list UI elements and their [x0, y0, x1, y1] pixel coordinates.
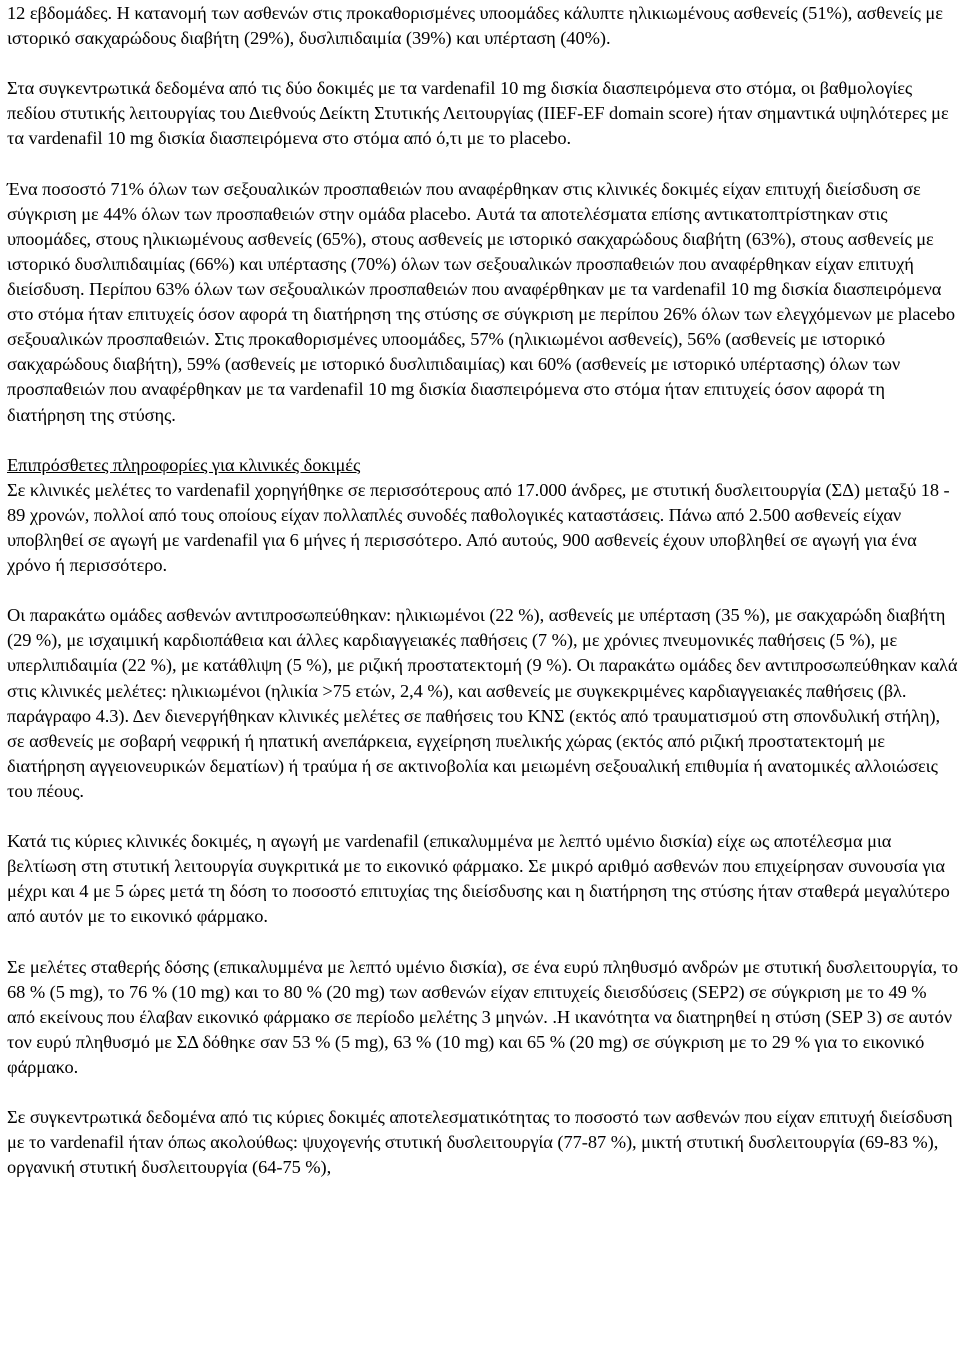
paragraph-4: Σε κλινικές μελέτες το vardenafil χορηγήθηκε σε περισσότερους από 17.000 άνδρες, με στυτική δυσλειτουργία (ΣΔ) μεταξύ 18 - 89 χρονών, πολλοί από τους οποίους είχαν πολλαπλές συνοδές παθολογικές καταστάσεις. Πάνω από 2.500 ασθενείς είχαν υποβληθεί σε αγωγή με vardenafil για 6 μήνες ή περισσότερο. Από αυτούς, 900 ασθενείς έχουν υποβληθεί σε αγωγή για ένα χρόνο ή περισσότερο.: [7, 479, 950, 576]
document-page: [7, 1, 959, 1180]
paragraph-5: Οι παρακάτω ομάδες ασθενών αντιπροσωπεύθηκαν: ηλικιωμένοι (22 %), ασθενείς με υπέρταση (35 %), με σακχαρώδη διαβήτη (29 %), με ισχαιμική καρδιοπάθεια και άλλες καρδιαγγειακές παθήσεις (7 %), με χρόνιες πνευμονικές παθήσεις (5 %), με υπερλιπιδαιμία (22 %), με κατάθλιψη (5 %), με ριζική προστατεκτομή (9 %). Οι παρακάτω ομάδες δεν αντιπροσωπεύθηκαν καλά στις κλινικές μελέτες: ηλικιωμένοι (ηλικία >75 ετών, 2,4 %), και ασθενείς με συγκεκριμένες καρδιαγγειακές παθήσεις (βλ. παράγραφο 4.3). Δεν διενεργήθηκαν κλινικές μελέτες σε παθήσεις του ΚΝΣ (εκτός από τραυματισμού στη σπονδυλική στήλη), σε ασθενείς με σοβαρή νεφρική ή ηπατική ανεπάρκεια, εγχείρηση πυελικής χώρας (εκτός από ριζική προστατεκτομή με διατήρηση αγγειονευρικών δεματίων) ή τραύμα ή σε ακτινοβολία και μειωμένη σεξουαλική επιθυμία ή ανατομικές αλλοιώσεις του πέους.: [7, 605, 958, 801]
paragraph-1: 12 εβδομάδες. Η κατανομή των ασθενών στις προκαθορισμένες υποομάδες κάλυπτε ηλικιωμένους ασθενείς (51%), ασθενείς με ιστορικό σακχαρώδους διαβήτη (29%), δυσλιπιδαιμία (39%) και υπέρταση (40%).: [7, 3, 943, 49]
paragraph-6: Κατά τις κύριες κλινικές δοκιμές, η αγωγή με vardenafil (επικαλυμμένα με λεπτό υμένιο δισκία) είχε ως αποτέλεσμα μια βελτίωση στη στυτική λειτουργία συγκριτικά με το εικονικό φάρμακο. Σε μικρό αριθμό ασθενών που επιχείρησαν συνουσία για μέχρι και 4 με 5 ώρες μετά τη δόση το ποσοστό επιτυχίας της διείσδυσης και η διατήρηση της στύσης ήταν σταθερά μεγαλύτερο από αυτόν με το εικονικό φάρμακο.: [7, 831, 950, 927]
paragraph-7: Σε μελέτες σταθερής δόσης (επικαλυμμένα με λεπτό υμένιο δισκία), σε ένα ευρύ πληθυσμό ανδρών με στυτική δυσλειτουργία, το 68 % (5 mg), το 76 % (10 mg) και το 80 % (20 mg) των ασθενών είχαν επιτυχείς διεισδύσεις (SEP2) σε σύγκριση με το 49 % από εκείνους που έλαβαν εικονικό φάρμακο σε περίοδο μελέτης 3 μηνών. .Η ικανότητα να διατηρηθεί η στύση (SEP 3) σε αυτόν τον ευρύ πληθυσμό με ΣΔ δόθηκε σαν 53 % (5 mg), 63 % (10 mg) και 65 % (20 mg) σε σύγκριση με το 29 % για το εικονικό φάρμακο.: [7, 956, 959, 1077]
paragraph-3: Ένα ποσοστό 71% όλων των σεξουαλικών προσπαθειών που αναφέρθηκαν στις κλινικές δοκιμές είχαν επιτυχή διείσδυση σε σύγκριση με 44% όλων των προσπαθειών στην ομάδα placebo. Αυτά τα αποτελέσματα επίσης αντικατοπτρίστηκαν στις υποομάδες, στους ηλικιωμένους ασθενείς (65%), στους ασθενείς με ιστορικό σακχαρώδους διαβήτη (63%), στους ασθενείς με ιστορικό δυσλιπιδαιμίας (66%) και υπέρτασης (70%) όλων των σεξουαλικών προσπαθειών που αναφέρθηκαν είχαν επιτυχή διείσδυση. Περίπου 63% όλων των σεξουαλικών προσπαθειών που αναφέρθηκαν με τα vardenafil 10 mg δισκία διασπειρόμενα στο στόμα ήταν επιτυχείς όσον αφορά τη διατήρηση της στύσης σε σύγκριση με περίπου 26% όλων των ελεγχόμενων με placebo σεξουαλικών προσπαθειών. Στις προκαθορισμένες υποομάδες, 57% (ηλικιωμένοι ασθενείς), 56% (ασθενείς με ιστορικό σακχαρώδους διαβήτη), 59% (ασθενείς με ιστορικό δυσλιπιδαιμίας) και 60% (ασθενείς με ιστορικό υπέρτασης) όλων των προσπαθειών που αναφέρθηκαν με τα vardenafil 10 mg δισκία διασπειρόμενα στο στόμα ήταν επιτυχείς όσον αφορά τη διατήρηση της στύσης.: [7, 178, 956, 425]
paragraph-8: Σε συγκεντρωτικά δεδομένα από τις κύριες δοκιμές αποτελεσματικότητας το ποσοστό των ασθενών που είχαν επιτυχή διείσδυση με το vardenafil ήταν όπως ακολούθως: ψυχογενής στυτική δυσλειτουργία (77-87 %), μικτή στυτική δυσλειτουργία (69-83 %), οργανική στυτική δυσλειτουργία (64-75 %),: [7, 1107, 953, 1178]
paragraph-2: Στα συγκεντρωτικά δεδομένα από τις δύο δοκιμές με τα vardenafil 10 mg δισκία διασπειρόμενα στο στόμα, οι βαθμολογίες πεδίου στυτικής λειτουργίας του Διεθνούς Δείκτη Στυτικής Λειτουργίας (IIEF-EF domain score) ήταν σημαντικά υψηλότερες με τα vardenafil 10 mg δισκία διασπειρόμενα στο στόμα από ό,τι με το placebo.: [7, 78, 949, 149]
section-heading: Επιπρόσθετες πληροφορίες για κλινικές δοκιμές: [7, 454, 361, 475]
